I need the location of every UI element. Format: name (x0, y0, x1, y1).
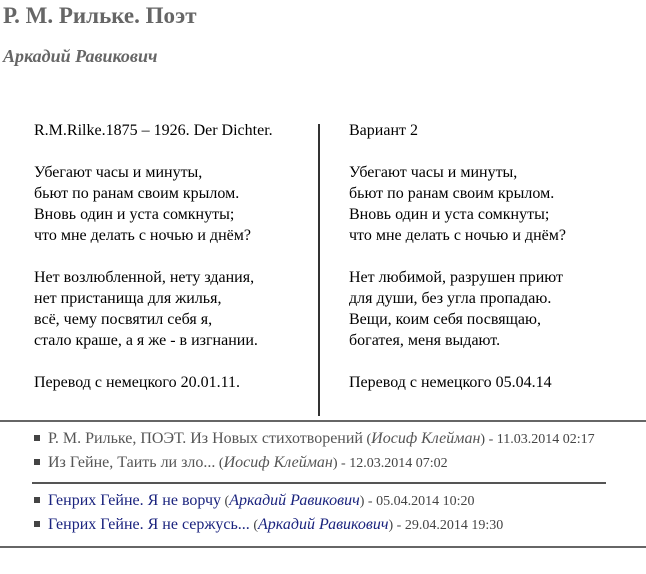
poem-original-column (34, 120, 273, 393)
poem-line: всё, чему посвятил себя я, (34, 311, 213, 328)
related-link-title[interactable]: Генрих Гейне. Я не сержусь... (48, 516, 250, 533)
related-link-author[interactable]: Иосиф Клейман (223, 454, 333, 471)
poem-line: что мне делать с ночью и днём? (34, 227, 251, 244)
related-link-title[interactable]: Из Гейне, Таить ли зло... (48, 454, 216, 471)
related-link-author[interactable]: Аркадий Равикович (257, 516, 389, 533)
poem-line: что мне делать с ночью и днём? (349, 227, 566, 244)
related-link-item: Генрих Гейне. Я не ворчу (Аркадий Равикович) - 05.04.2014 10:20 (34, 490, 503, 514)
poem-line: Убегают часы и минуты, (349, 164, 518, 181)
related-link-date: - 12.03.2014 07:02 (337, 456, 448, 471)
translation-note: Перевод с немецкого 20.01.11. (34, 374, 240, 391)
column-divider (318, 124, 320, 416)
related-link-date: - 11.03.2014 02:17 (485, 432, 595, 447)
bullet-icon (34, 435, 40, 441)
related-links-group (34, 428, 595, 476)
page-author[interactable]: Аркадий Равикович (3, 46, 158, 66)
links-divider (32, 482, 606, 484)
related-link-date: - 29.04.2014 19:30 (393, 518, 504, 533)
section-divider (0, 420, 646, 422)
bullet-icon (34, 497, 40, 503)
poem-line: Убегают часы и минуты, (34, 164, 203, 181)
related-link-author[interactable]: Аркадий Равикович (229, 492, 360, 509)
bullet-icon (34, 459, 40, 465)
poem-line: Вещи, коим себя посвящаю, (349, 311, 541, 328)
related-link-item: Генрих Гейне. Я не сержусь... (Аркадий Равикович) - 29.04.2014 19:30 (34, 514, 503, 538)
translation-note: Перевод с немецкого 05.04.14 (349, 374, 552, 391)
bottom-divider (0, 546, 646, 548)
page-title: Р. М. Рильке. Поэт (3, 3, 197, 28)
related-link-item: Из Гейне, Таить ли зло... (Иосиф Клейман) - 12.03.2014 07:02 (34, 452, 595, 476)
related-link-title[interactable]: Генрих Гейне. Я не ворчу (48, 492, 222, 509)
poem-heading: R.M.Rilke.1875 – 1926. Der Dichter. (34, 122, 273, 139)
related-link-title[interactable]: Р. М. Рильке, ПОЭТ. Из Новых стихотворений (48, 430, 363, 447)
poem-line: нет пристанища для жилья, (34, 290, 222, 307)
poem-line: Нет возлюбленной, нету здания, (34, 269, 255, 286)
poem-line: бьют по ранам своим крылом. (34, 185, 240, 202)
poem-line: Вновь один и уста сомкнуты; (349, 206, 550, 223)
poem-line: бьют по ранам своим крылом. (349, 185, 555, 202)
poem-line: для души, без угла пропадаю. (349, 290, 552, 307)
related-link-date: - 05.04.2014 10:20 (364, 494, 475, 509)
poem-line: Вновь один и уста сомкнуты; (34, 206, 235, 223)
related-link-item: Р. М. Рильке, ПОЭТ. Из Новых стихотворений (Иосиф Клейман) - 11.03.2014 02:17 (34, 428, 595, 452)
poem-line: Нет любимой, разрушен приют (349, 269, 564, 286)
related-link-author[interactable]: Иосиф Клейман (371, 430, 481, 447)
bullet-icon (34, 521, 40, 527)
poem-heading: Вариант 2 (349, 122, 418, 139)
poem-variant-column (349, 120, 566, 393)
related-links-group (34, 490, 503, 538)
poem-line: стало краше, а я же - в изгнании. (34, 332, 258, 349)
poem-line: богатея, меня выдают. (349, 332, 501, 349)
